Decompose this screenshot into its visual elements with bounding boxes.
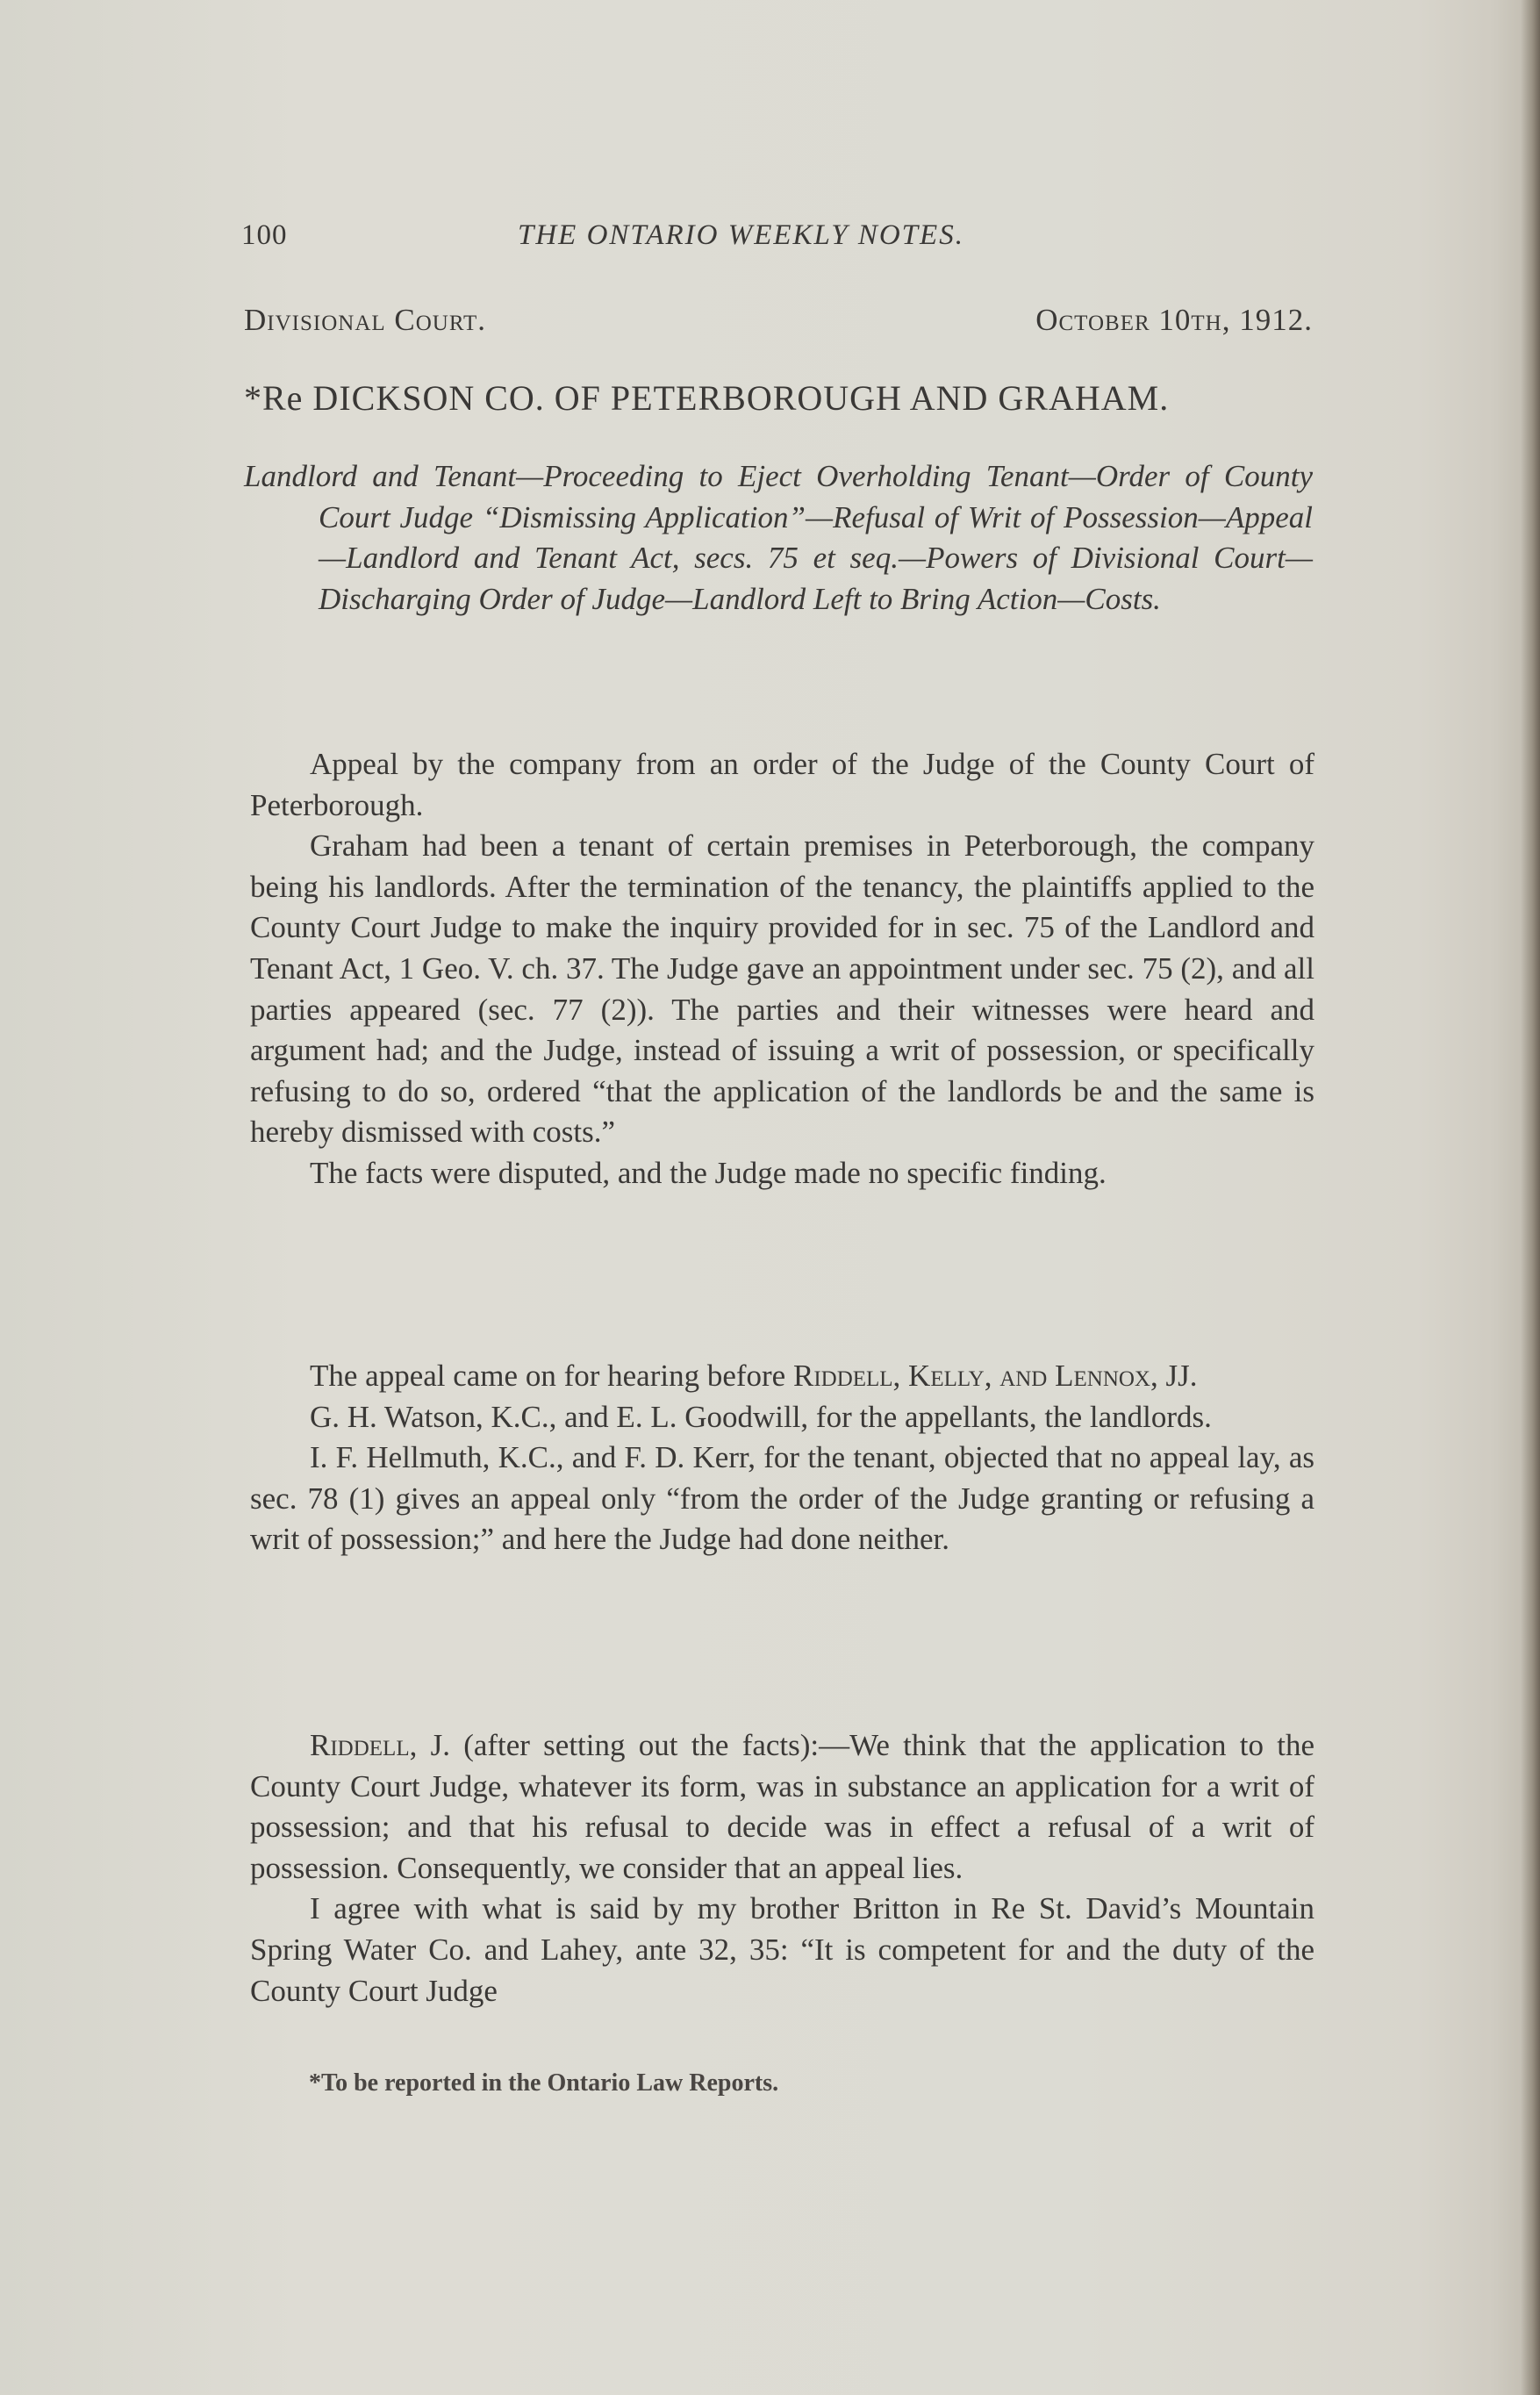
page-number: 100 bbox=[241, 219, 288, 251]
hearing-intro: The appeal came on for hearing before bbox=[310, 1359, 786, 1393]
headnote-text: Landlord and Tenant—Proceeding to Eject Overholding Tenant—Order of County Court Judge “Dismissing Application”—Refusal of Writ of Possession—Appeal—Landlord and Tenant Act, secs. 75 et seq.—Powers of Divisional Court—Discharging Order of Judge—Landlord Left to Bring Action—Costs. bbox=[244, 459, 1313, 616]
page-header bbox=[241, 219, 1312, 259]
page-edge-shadow bbox=[1521, 0, 1540, 2395]
judgment-section bbox=[250, 1725, 1314, 2011]
decision-date: October 10th, 1912. bbox=[1035, 303, 1313, 337]
hearing-paragraph bbox=[250, 1356, 1314, 1397]
hearing-judges: Riddell, Kelly, and Lennox, JJ. bbox=[792, 1359, 1198, 1393]
judge-name: Riddell, J. bbox=[310, 1728, 450, 1762]
running-head: THE ONTARIO WEEKLY NOTES. bbox=[518, 219, 964, 251]
headnote bbox=[244, 456, 1313, 620]
facts-paragraph: Graham had been a tenant of certain premises in Peterborough, the company being his landlords. After the termination of the tenancy, the plaintiffs applied to the County Court Judge to make the inquiry provided for in sec. 75 of the Landlord and Tenant Act, 1 Geo. V. ch. 37. The Judge gave an appointment under sec. 75 (2), and all parties appeared (sec. 77 (2)). The parties and their witnesses were heard and argument had; and the Judge, instead of issuing a writ of possession, or specifically refusing to do so, ordered “that the application of the landlords be and the same is hereby dismissed with costs.” bbox=[250, 828, 1314, 1150]
judgment-text: (after setting out the facts):—We think that the application to the County Court Judge, whatever its form, was in substance an application for a writ of possession; and that his refusal to decide was in effect a refusal of a writ of possession. Consequently, we consider that an appeal lies. bbox=[250, 1728, 1314, 1885]
court-line bbox=[244, 303, 1313, 338]
judgment-paragraph bbox=[250, 1725, 1314, 1889]
facts-paragraph: The facts were disputed, and the Judge made no specific finding. bbox=[310, 1155, 1107, 1190]
counsel-tenant: I. F. Hellmuth, K.C., and F. D. Kerr, for the tenant, objected that no appeal lay, as sec. 78 (1) gives an appeal only “from the order of the Judge granting or refusing a writ of possession;” and here the Judge had done neither. bbox=[250, 1440, 1314, 1557]
footnote: *To be reported in the Ontario Law Reports. bbox=[309, 2069, 779, 2097]
facts-section bbox=[250, 744, 1314, 1194]
case-title: *Re DICKSON CO. OF PETERBOROUGH AND GRAHAM. bbox=[244, 378, 1170, 418]
court-name: Divisional Court. bbox=[244, 303, 487, 337]
judgment-paragraph: I agree with what is said by my brother Britton in Re St. David’s Mountain Spring Water Co. and Lahey, ante 32, 35: “It is competent for and the duty of the County Court Judge bbox=[250, 1891, 1314, 2008]
hearing-section bbox=[250, 1356, 1314, 1560]
facts-paragraph: Appeal by the company from an order of the Judge of the County Court of Peterborough. bbox=[250, 747, 1314, 822]
counsel-appellants: G. H. Watson, K.C., and E. L. Goodwill, for the appellants, the landlords. bbox=[310, 1399, 1212, 1434]
